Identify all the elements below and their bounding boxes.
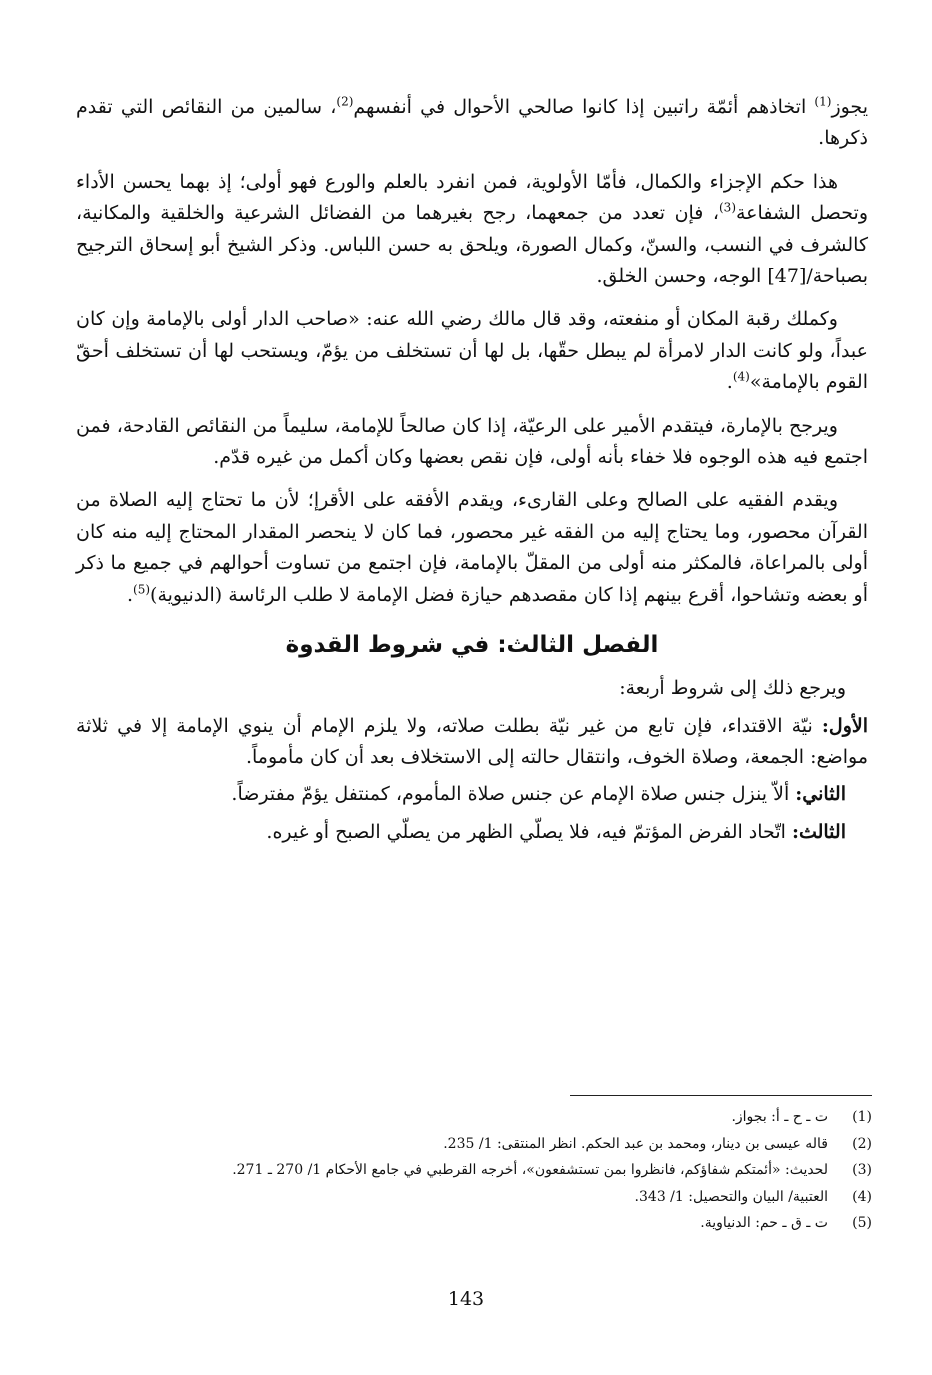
condition-third-text: اتّحاد الفرض المؤتمّ فيه، فلا يصلّي الظهر من يصلّي الصبح أو غيره. [266,820,792,843]
footnote-divider [570,1095,872,1096]
condition-second-term: الثاني: [795,783,846,806]
footnote-number: (5) [852,1215,872,1231]
condition-second-text: ألاّ ينزل جنس صلاة الإمام عن جنس صلاة المأموم، كمنتفل يؤمّ مفترضاً. [231,783,796,806]
footnote-ref-3[interactable]: (3) [718,200,736,215]
footnote-3 [140,1157,872,1184]
footnote-ref-5[interactable]: (5) [133,582,151,597]
footnote-text: قاله عيسى بن دينار، ومحمد بن عبد الحكم. انظر المنتقى: 1/ 235. [443,1135,828,1152]
paragraph-1-text-start: يجوز [831,96,868,118]
footnote-number: (3) [852,1162,872,1178]
footnote-text: ت ـ ح ـ أ: بجواز. [731,1109,828,1125]
paragraph-2 [76,167,868,293]
footnote-text: العتبية/ البيان والتحصيل: 1/ 343. [634,1188,828,1205]
footnote-1 [140,1104,872,1131]
footnote-5 [140,1210,872,1237]
footnote-number: (4) [852,1188,872,1205]
condition-third [76,817,868,848]
paragraph-5-text-start: ويقدم الفقيه على الصالح وعلى القارىء، ويقدم الأفقه على الأقرإ؛ لأن ما تحتاج إليه الصلاة من القرآن محصور، وما يحتاج إليه من الفقه غير محصور، فما كان لا ينحصر المقدار المحتاج إليه منه كان أولى بالمراعاة، فالمكثر منه أولى من المقلّ بالإمامة، فإن اجتمع من تساوت أحوالهم في جميع ما ذكر أو بعضه وتشاحوا، أقرع بينهم إذا كان مقصدهم حيازة فضل الإمامة لا طلب الرئاسة (الدنيوية) [76,489,868,606]
paragraph-1-text-end: ، سالمين من النقائص التي تقدم ذكرها. [76,96,868,150]
footnote-2 [140,1131,872,1158]
condition-third-term: الثالث: [791,820,846,843]
condition-second [76,779,868,810]
paragraph-1 [76,92,868,155]
footnote-number: (1) [852,1109,872,1125]
footnote-ref-1[interactable]: (1) [814,94,832,109]
paragraph-3 [76,304,868,398]
paragraph-3-text-start: وكملك رقبة المكان أو منفعته، وقد قال مالك رضي الله عنه: «صاحب الدار أولى بالإمامة وإن كان عبداً، ولو كانت الدار لامرأة لم يبطل حقّها، بل لها أن تستخلف من يؤمّ، ويستحب لها أن تستخلف أحقّ القوم بالإمامة» [76,308,868,394]
footnote-4 [140,1184,872,1211]
conditions-intro: ويرجع ذلك إلى شروط أربعة: [619,677,846,700]
footnote-text: ت ـ ق ـ حم: الدنياوية. [700,1215,828,1231]
paragraph-1-text-middle: اتخاذهم أئمّة راتبين إذا كانوا صالحي الأحوال في أنفسهم [353,96,815,118]
paragraph-5-text-end: . [126,583,134,606]
footnote-text: لحديث: «أئمتكم شفاؤكم، فانظروا بمن تستشفعون»، أخرجه القرطبي في جامع الأحكام 1/ 270 ـ 271. [232,1162,828,1178]
page-number: 143 [447,1288,485,1310]
footnotes [140,1104,872,1237]
paragraph-5 [76,485,868,611]
footnote-ref-2[interactable]: (2) [336,94,354,109]
condition-first [76,711,868,774]
condition-first-term: الأول: [821,714,868,737]
condition-first-text: نيّة الاقتداء، فإن تابع من غير نيّة بطلت صلاته، ولا يلزم الإمام أن ينوي الإمامة إلا في ثلاثة مواضع: الجمعة، وصلاة الخوف، وانتقال حالته إلى الاستخلاف بعد أن كان مأموماً. [76,714,868,768]
paragraph-4: ويرجح بالإمارة، فيتقدم الأمير على الرعيّة، إذا كان صالحاً للإمامة، سليماً من النقائص القادحة، فمن اجتمع فيه هذه الوجوه فلا خفاء بأنه أولى، فإن نقص بعضها وكان أكمل من غيره قدّم. [76,414,868,469]
footnote-ref-4[interactable]: (4) [732,369,750,384]
main-text [76,92,868,854]
footnote-number: (2) [852,1135,872,1152]
paragraph-3-text-end: . [726,371,733,394]
paragraph-2-text-end: ، فإن تعدد من جمعهما، رجح بغيرهما من الفضائل الشرعية والخلقية والمكانية، كالشرف في النسب، والسنّ، وكمال الصورة، ويلحق به حسن اللباس. وذكر الشيخ أبو إسحاق الترجيح بصباحة/[47] الوجه، وحسن الخلق. [76,202,868,288]
section-heading: الفصل الثالث: في شروط القدوة [285,632,659,659]
paragraph-2-text-start: هذا حكم الإجزاء والكمال، فأمّا الأولوية، فمن انفرد بالعلم والورع فهو أولى؛ إذ بهما يحسن الأداء وتحصل الشفاعة [76,170,868,225]
